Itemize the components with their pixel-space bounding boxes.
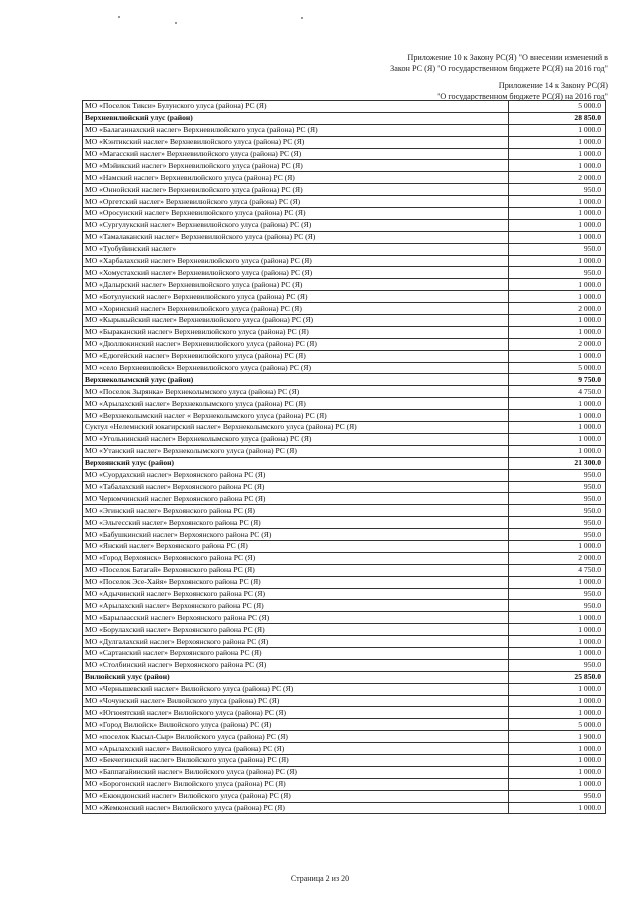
municipality-name: МО «Югюеятский наслег» Вилюйского улуса (района) РС (Я) <box>83 707 509 719</box>
amount-cell: 1 000.0 <box>509 196 606 208</box>
amount-cell: 1 000.0 <box>509 624 606 636</box>
table-row <box>83 540 606 552</box>
municipality-name: МО «Эгинский наслег» Верхоянского района РС (Я) <box>83 505 509 517</box>
table-row <box>83 766 606 778</box>
municipality-name: МО «Поселок Батагай» Верхоянского района РС (Я) <box>83 564 509 576</box>
amount-cell: 1 000.0 <box>509 410 606 422</box>
scan-speck <box>118 16 120 18</box>
table-row <box>83 552 606 564</box>
table-row <box>83 101 606 113</box>
amount-cell: 950.0 <box>509 600 606 612</box>
municipality-name: МО «Сургулукский наслег» Верхневилюйского улуса (района) РС (Я) <box>83 219 509 231</box>
page-number: Страница 2 из 20 <box>290 874 350 883</box>
municipality-name: МО «Арылахский наслег» Верхоянского района РС (Я) <box>83 600 509 612</box>
amount-cell: 1 000.0 <box>509 576 606 588</box>
municipality-name: МО «Едюгейский наслег» Верхневилюйского улуса (района) РС (Я) <box>83 350 509 362</box>
amount-cell: 1 000.0 <box>509 695 606 707</box>
municipality-name: МО «Чочунский наслег» Вилюйского улуса (района) РС (Я) <box>83 695 509 707</box>
amount-cell: 5 000.0 <box>509 719 606 731</box>
amount-cell: 1 000.0 <box>509 326 606 338</box>
municipality-name: МО «Арылахский наслег» Верхнеколымского улуса (района) РС (Я) <box>83 398 509 410</box>
municipality-name: МО Черюмчинский наслег Верхоянского района РС (Я) <box>83 493 509 505</box>
municipality-name: МО «Арылахский наслег» Вилюйского улуса (района) РС (Я) <box>83 743 509 755</box>
municipality-name: МО «Суордахский наслег» Верхоянского района РС (Я) <box>83 469 509 481</box>
municipality-name: МО «Дюллюкинский наслег» Верхневилюйского улуса (района) РС (Я) <box>83 338 509 350</box>
municipality-name: МО «Мэйикский наслег» Верхневилюйского улуса (района) РС (Я) <box>83 160 509 172</box>
amount-cell: 28 850.0 <box>509 112 606 124</box>
municipality-name: МО «Быраканский наслег» Верхневилюйского улуса (района) РС (Я) <box>83 326 509 338</box>
municipality-name: МО «Кырыкыйский наслег» Верхневилюйского улуса (района) РС (Я) <box>83 315 509 327</box>
municipality-name: МО «Баппагайинский наслег» Вилюйского улуса (района) РС (Я) <box>83 766 509 778</box>
municipality-name: МО «Туобуйинский наслег» <box>83 243 509 255</box>
municipality-name: МО «Оросунский наслег» Верхневилюйского улуса (района) РС (Я) <box>83 208 509 220</box>
amount-cell: 2 000.0 <box>509 552 606 564</box>
municipality-name: МО «Поселок Тикси» Булунского улуса (района) РС (Я) <box>83 101 509 113</box>
amount-cell: 1 000.0 <box>509 766 606 778</box>
municipality-name: МО «Бекчегинский наслег» Вилюйского улуса (района) РС (Я) <box>83 754 509 766</box>
amount-cell: 1 900.0 <box>509 731 606 743</box>
municipality-name: МО «село Верхневилюйск» Верхневилюйского улуса (района) РС (Я) <box>83 362 509 374</box>
table-row <box>83 564 606 576</box>
table-row <box>83 338 606 350</box>
amount-cell: 1 000.0 <box>509 315 606 327</box>
amount-cell: 2 000.0 <box>509 172 606 184</box>
municipality-name: МО «Угольнинский наслег» Верхнеколымского улуса (района) РС (Я) <box>83 433 509 445</box>
scan-speck <box>301 17 303 19</box>
municipality-name: МО «Жемконский наслег» Вилюйского улуса (района) РС (Я) <box>83 802 509 814</box>
amount-cell: 1 000.0 <box>509 291 606 303</box>
municipality-name: МО «Янский наслег» Верхоянского района РС (Я) <box>83 540 509 552</box>
amount-cell: 950.0 <box>509 243 606 255</box>
municipality-name: Верхоянский улус (район) <box>83 457 509 469</box>
table-row <box>83 231 606 243</box>
header-line: Приложение 14 к Закону РС(Я) <box>498 81 608 90</box>
amount-cell: 1 000.0 <box>509 778 606 790</box>
amount-cell: 4 750.0 <box>509 386 606 398</box>
amount-cell: 950.0 <box>509 659 606 671</box>
amount-cell: 950.0 <box>509 790 606 802</box>
table-row <box>83 433 606 445</box>
table-row <box>83 148 606 160</box>
table-row <box>83 588 606 600</box>
amount-cell: 1 000.0 <box>509 743 606 755</box>
table-row <box>83 196 606 208</box>
amount-cell: 1 000.0 <box>509 219 606 231</box>
table-row <box>83 731 606 743</box>
table-row <box>83 790 606 802</box>
table-row <box>83 493 606 505</box>
amount-cell: 950.0 <box>509 493 606 505</box>
municipality-name: МО «Утанский наслег» Верхнеколымского улуса (района) РС (Я) <box>83 445 509 457</box>
amount-cell: 950.0 <box>509 529 606 541</box>
amount-cell: 1 000.0 <box>509 136 606 148</box>
amount-cell: 5 000.0 <box>509 362 606 374</box>
table-row <box>83 659 606 671</box>
municipality-name: МО «Чернышевский наслег» Вилюйского улуса (района) РС (Я) <box>83 683 509 695</box>
municipality-name: МО «Бабушкинский наслег» Верхоянского района РС (Я) <box>83 529 509 541</box>
municipality-name: МО «Намский наслег» Верхневилюйского улуса (района) РС (Я) <box>83 172 509 184</box>
table-row <box>83 124 606 136</box>
table-row <box>83 802 606 814</box>
municipality-name: МО «Екюндюнский наслег» Вилюйского улуса (района) РС (Я) <box>83 790 509 802</box>
municipality-name: МО «Поселок Зырянка» Верхнеколымского улуса (района) РС (Я) <box>83 386 509 398</box>
amount-cell: 1 000.0 <box>509 231 606 243</box>
amount-cell: 950.0 <box>509 517 606 529</box>
amount-cell: 1 000.0 <box>509 124 606 136</box>
municipality-name: МО «Дулгалахский наслег» Верхоянского района РС (Я) <box>83 636 509 648</box>
amount-cell: 1 000.0 <box>509 445 606 457</box>
municipality-name: МО «Столбинский наслег» Верхоянского района РС (Я) <box>83 659 509 671</box>
table-row <box>83 291 606 303</box>
amount-cell: 2 000.0 <box>509 303 606 315</box>
amount-cell: 950.0 <box>509 469 606 481</box>
municipality-name: МО «поселок Кысыл-Сыр» Вилюйского улуса (района) РС (Я) <box>83 731 509 743</box>
amount-cell: 5 000.0 <box>509 101 606 113</box>
table-row <box>83 754 606 766</box>
amount-cell: 1 000.0 <box>509 433 606 445</box>
municipality-name: МО «Тамалаканский наслег» Верхневилюйского улуса (района) РС (Я) <box>83 231 509 243</box>
table-row <box>83 303 606 315</box>
appendix-header-primary <box>390 52 608 74</box>
municipality-name: МО «Далырский наслег» Верхневилюйского улуса (района) РС (Я) <box>83 279 509 291</box>
municipality-name: Верхневилюйский улус (район) <box>83 112 509 124</box>
amount-cell: 25 850.0 <box>509 671 606 683</box>
amount-cell: 1 000.0 <box>509 540 606 552</box>
header-line: Закон РС (Я) "О государственном бюджете РС(Я) на 2016 год" <box>390 64 608 73</box>
table-row <box>83 719 606 731</box>
municipality-name: МО «Город Вилюйск» Вилюйского улуса (района) РС (Я) <box>83 719 509 731</box>
appendix-header-secondary <box>437 80 608 102</box>
table-row <box>83 326 606 338</box>
municipality-name: МО «Город Верхоянск» Верхоянского района РС (Я) <box>83 552 509 564</box>
table-row <box>83 160 606 172</box>
municipality-name: МО «Кэнтикский наслег» Верхневилюйского улуса (района) РС (Я) <box>83 136 509 148</box>
table-row <box>83 624 606 636</box>
amount-cell: 2 000.0 <box>509 338 606 350</box>
amount-cell: 950.0 <box>509 267 606 279</box>
municipality-name: Вилюйский улус (район) <box>83 671 509 683</box>
municipality-name: МО «Поселок Эсе-Хайя» Верхоянского района РС (Я) <box>83 576 509 588</box>
amount-cell: 9 750.0 <box>509 374 606 386</box>
table-row <box>83 172 606 184</box>
table-row <box>83 743 606 755</box>
amount-cell: 1 000.0 <box>509 754 606 766</box>
municipality-name: МО «Адычинский наслег» Верхоянского района РС (Я) <box>83 588 509 600</box>
table-row <box>83 778 606 790</box>
municipality-name: МО «Харбалахский наслег» Верхневилюйского улуса (района) РС (Я) <box>83 255 509 267</box>
budget-table <box>82 100 606 814</box>
municipality-name: МО «Сартанский наслег» Верхоянского района РС (Я) <box>83 647 509 659</box>
table-row <box>83 576 606 588</box>
municipality-name: МО «Борогонский наслег» Вилюйского улуса (района) РС (Я) <box>83 778 509 790</box>
amount-cell: 4 750.0 <box>509 564 606 576</box>
municipality-name: МО «Балаганнахский наслег» Верхневилюйского улуса (района) РС (Я) <box>83 124 509 136</box>
table-row <box>83 386 606 398</box>
amount-cell: 1 000.0 <box>509 422 606 434</box>
table-row <box>83 208 606 220</box>
header-line: "О государственном бюджете РС(Я) на 2016 год" <box>437 92 608 101</box>
amount-cell: 1 000.0 <box>509 802 606 814</box>
amount-cell: 1 000.0 <box>509 279 606 291</box>
amount-cell: 1 000.0 <box>509 636 606 648</box>
district-total-row <box>83 671 606 683</box>
table-row <box>83 529 606 541</box>
table-row <box>83 184 606 196</box>
table-row <box>83 600 606 612</box>
table-row <box>83 219 606 231</box>
district-total-row <box>83 112 606 124</box>
amount-cell: 21 300.0 <box>509 457 606 469</box>
table-row <box>83 422 606 434</box>
scan-speck <box>175 22 177 24</box>
amount-cell: 1 000.0 <box>509 255 606 267</box>
municipality-name: МО «Оннойский наслег» Верхневилюйского улуса (района) РС (Я) <box>83 184 509 196</box>
amount-cell: 950.0 <box>509 481 606 493</box>
municipality-name: МО «Верхнеколымский наслег « Верхнеколымского улуса (района) РС (Я) <box>83 410 509 422</box>
district-total-row <box>83 457 606 469</box>
municipality-name: Суктул «Нелемнский юкагирский наслег» Верхнеколымского улуса (района) РС (Я) <box>83 422 509 434</box>
table-row <box>83 279 606 291</box>
amount-cell: 1 000.0 <box>509 148 606 160</box>
table-row <box>83 136 606 148</box>
table-row <box>83 267 606 279</box>
table-row <box>83 350 606 362</box>
amount-cell: 950.0 <box>509 588 606 600</box>
table-row <box>83 362 606 374</box>
municipality-name: МО «Ботулунский наслег» Верхневилюйского улуса (района) РС (Я) <box>83 291 509 303</box>
table-row <box>83 683 606 695</box>
amount-cell: 1 000.0 <box>509 398 606 410</box>
table-row <box>83 481 606 493</box>
amount-cell: 1 000.0 <box>509 683 606 695</box>
amount-cell: 1 000.0 <box>509 350 606 362</box>
budget-table-body <box>83 101 606 814</box>
municipality-name: МО «Магасский наслег» Верхневилюйского улуса (района) РС (Я) <box>83 148 509 160</box>
amount-cell: 1 000.0 <box>509 208 606 220</box>
amount-cell: 950.0 <box>509 184 606 196</box>
table-row <box>83 410 606 422</box>
municipality-name: МО «Эльгесский наслег» Верхоянского района РС (Я) <box>83 517 509 529</box>
table-row <box>83 445 606 457</box>
amount-cell: 1 000.0 <box>509 160 606 172</box>
table-row <box>83 517 606 529</box>
table-row <box>83 612 606 624</box>
table-row <box>83 636 606 648</box>
amount-cell: 950.0 <box>509 505 606 517</box>
table-row <box>83 695 606 707</box>
municipality-name: МО «Борулахский наслег» Верхоянского района РС (Я) <box>83 624 509 636</box>
amount-cell: 1 000.0 <box>509 647 606 659</box>
municipality-name: МО «Хомустахский наслег» Верхневилюйского улуса (района) РС (Я) <box>83 267 509 279</box>
district-total-row <box>83 374 606 386</box>
amount-cell: 1 000.0 <box>509 707 606 719</box>
table-row <box>83 243 606 255</box>
table-row <box>83 315 606 327</box>
municipality-name: МО «Барылаасский наслег» Верхоянского района РС (Я) <box>83 612 509 624</box>
table-row <box>83 398 606 410</box>
table-row <box>83 647 606 659</box>
municipality-name: МО «Хоринский наслег» Верхневилюйского улуса (района) РС (Я) <box>83 303 509 315</box>
header-line: Приложение 10 к Закону РС(Я) "О внесении изменений в <box>407 53 608 62</box>
municipality-name: МО «Табалахский наслег» Верхоянского района РС (Я) <box>83 481 509 493</box>
table-row <box>83 469 606 481</box>
table-row <box>83 707 606 719</box>
amount-cell: 1 000.0 <box>509 612 606 624</box>
municipality-name: Верхнеколымский улус (район) <box>83 374 509 386</box>
table-row <box>83 255 606 267</box>
table-row <box>83 505 606 517</box>
municipality-name: МО «Оргетский наслег» Верхневилюйского улуса (района) РС (Я) <box>83 196 509 208</box>
